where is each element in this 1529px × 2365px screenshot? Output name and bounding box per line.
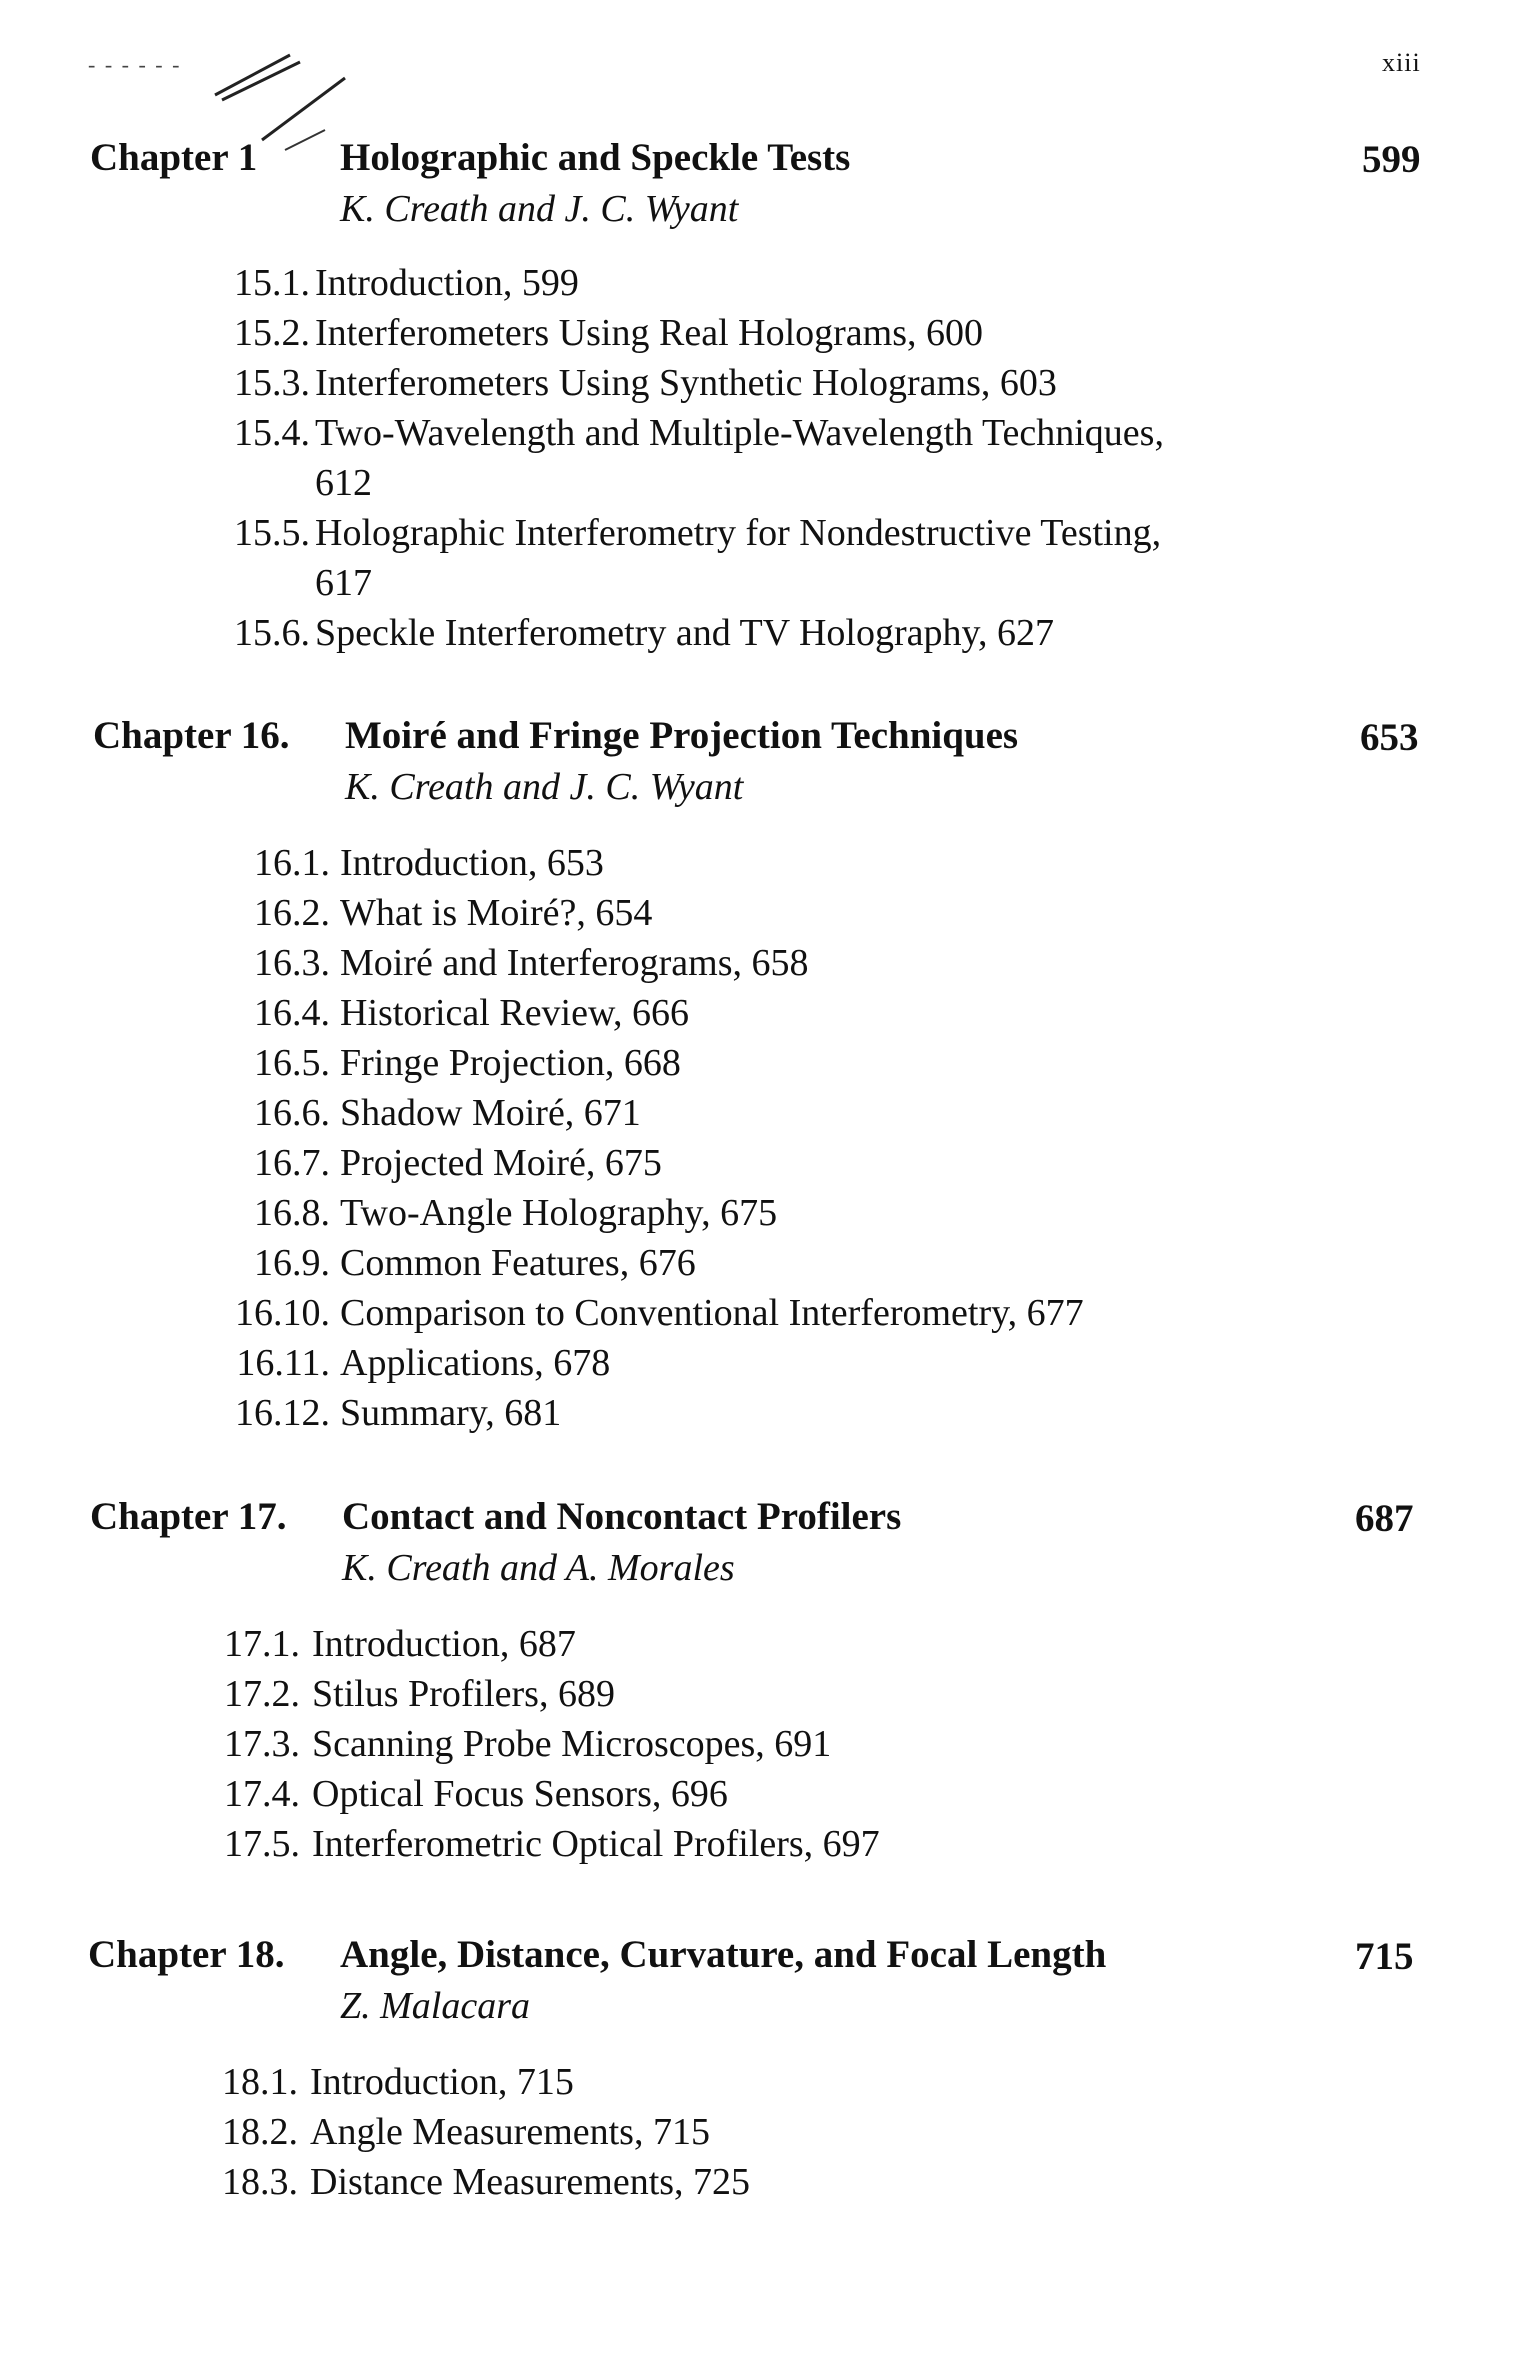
section-title: Speckle Interferometry and TV Holography, 627: [315, 612, 1055, 654]
chapter-authors: K. Creath and J. C. Wyant: [340, 188, 739, 230]
section-number: 17.1.: [224, 1623, 300, 1665]
chapter-title: Moiré and Fringe Projection Techniques: [345, 714, 1019, 757]
section-number: 16.8.: [254, 1192, 330, 1234]
chapter-label: Chapter 1: [90, 136, 258, 179]
section-title: Two-Angle Holography, 675: [340, 1192, 778, 1234]
chapter-title: Contact and Noncontact Profilers: [342, 1495, 902, 1538]
section-title: Optical Focus Sensors, 696: [312, 1773, 728, 1815]
section-title: Holographic Interferometry for Nondestructive Testing,: [315, 512, 1162, 554]
section-number: 15.3.: [234, 362, 310, 404]
chapter-title: Holographic and Speckle Tests: [340, 136, 851, 179]
section-number: 16.4.: [254, 992, 330, 1034]
section-title: Comparison to Conventional Interferometry, 677: [340, 1292, 1084, 1334]
section-title: Stilus Profilers, 689: [312, 1673, 615, 1715]
section-title: Moiré and Interferograms, 658: [340, 942, 809, 984]
section-title-continuation: 612: [315, 462, 372, 504]
section-title: Introduction, 715: [310, 2061, 574, 2103]
section-title: Interferometers Using Real Holograms, 600: [315, 312, 983, 354]
section-title: Interferometric Optical Profilers, 697: [312, 1823, 880, 1865]
section-number: 16.2.: [254, 892, 330, 934]
chapter-page: 687: [1355, 1497, 1414, 1540]
section-number: 16.6.: [254, 1092, 330, 1134]
pen-scribble-mark: [0, 0, 400, 220]
section-number: 15.5.: [234, 512, 310, 554]
chapter-title: Angle, Distance, Curvature, and Focal Length: [340, 1933, 1107, 1976]
section-title: Introduction, 653: [340, 842, 604, 884]
section-title: Shadow Moiré, 671: [340, 1092, 641, 1134]
section-number: 17.5.: [224, 1823, 300, 1865]
section-number: 16.7.: [254, 1142, 330, 1184]
chapter-page: 653: [1360, 716, 1419, 759]
section-number: 15.1.: [234, 262, 310, 304]
section-title: Applications, 678: [340, 1342, 611, 1384]
section-number: 15.4.: [234, 412, 310, 454]
section-title: Introduction, 599: [315, 262, 579, 304]
section-number: 17.4.: [224, 1773, 300, 1815]
section-number: 18.3.: [222, 2161, 298, 2203]
section-number: 15.2.: [234, 312, 310, 354]
chapter-page: 599: [1362, 138, 1421, 181]
section-title: What is Moiré?, 654: [340, 892, 653, 934]
section-number: 16.9.: [254, 1242, 330, 1284]
chapter-label: Chapter 17.: [90, 1495, 287, 1538]
section-number: 17.3.: [224, 1723, 300, 1765]
section-number: 15.6.: [234, 612, 310, 654]
top-fragment: - - - - - -: [88, 52, 182, 77]
section-title: Two-Wavelength and Multiple-Wavelength Techniques,: [315, 412, 1164, 454]
section-title: Projected Moiré, 675: [340, 1142, 662, 1184]
chapter-label: Chapter 18.: [88, 1933, 285, 1976]
section-number: 18.2.: [222, 2111, 298, 2153]
section-number: 17.2.: [224, 1673, 300, 1715]
section-title: Angle Measurements, 715: [310, 2111, 710, 2153]
section-number: 16.1.: [254, 842, 330, 884]
running-page-number: xiii: [1382, 48, 1421, 77]
chapter-label: Chapter 16.: [93, 714, 290, 757]
chapter-authors: K. Creath and A. Morales: [342, 1547, 735, 1589]
chapter-authors: K. Creath and J. C. Wyant: [345, 766, 744, 808]
chapter-page: 715: [1355, 1935, 1414, 1978]
section-title: Distance Measurements, 725: [310, 2161, 751, 2203]
section-title: Historical Review, 666: [340, 992, 689, 1034]
section-title: Introduction, 687: [312, 1623, 576, 1665]
chapter-authors: Z. Malacara: [340, 1985, 530, 2027]
section-title: Summary, 681: [340, 1392, 562, 1434]
section-title: Interferometers Using Synthetic Holograms, 603: [315, 362, 1057, 404]
section-number: 16.3.: [254, 942, 330, 984]
section-number: 16.11.: [236, 1342, 330, 1384]
section-number: 18.1.: [222, 2061, 298, 2103]
section-title-continuation: 617: [315, 562, 372, 604]
section-title: Scanning Probe Microscopes, 691: [312, 1723, 832, 1765]
section-title: Common Features, 676: [340, 1242, 696, 1284]
section-number: 16.12.: [235, 1392, 330, 1434]
section-number: 16.10.: [235, 1292, 330, 1334]
section-number: 16.5.: [254, 1042, 330, 1084]
section-title: Fringe Projection, 668: [340, 1042, 681, 1084]
